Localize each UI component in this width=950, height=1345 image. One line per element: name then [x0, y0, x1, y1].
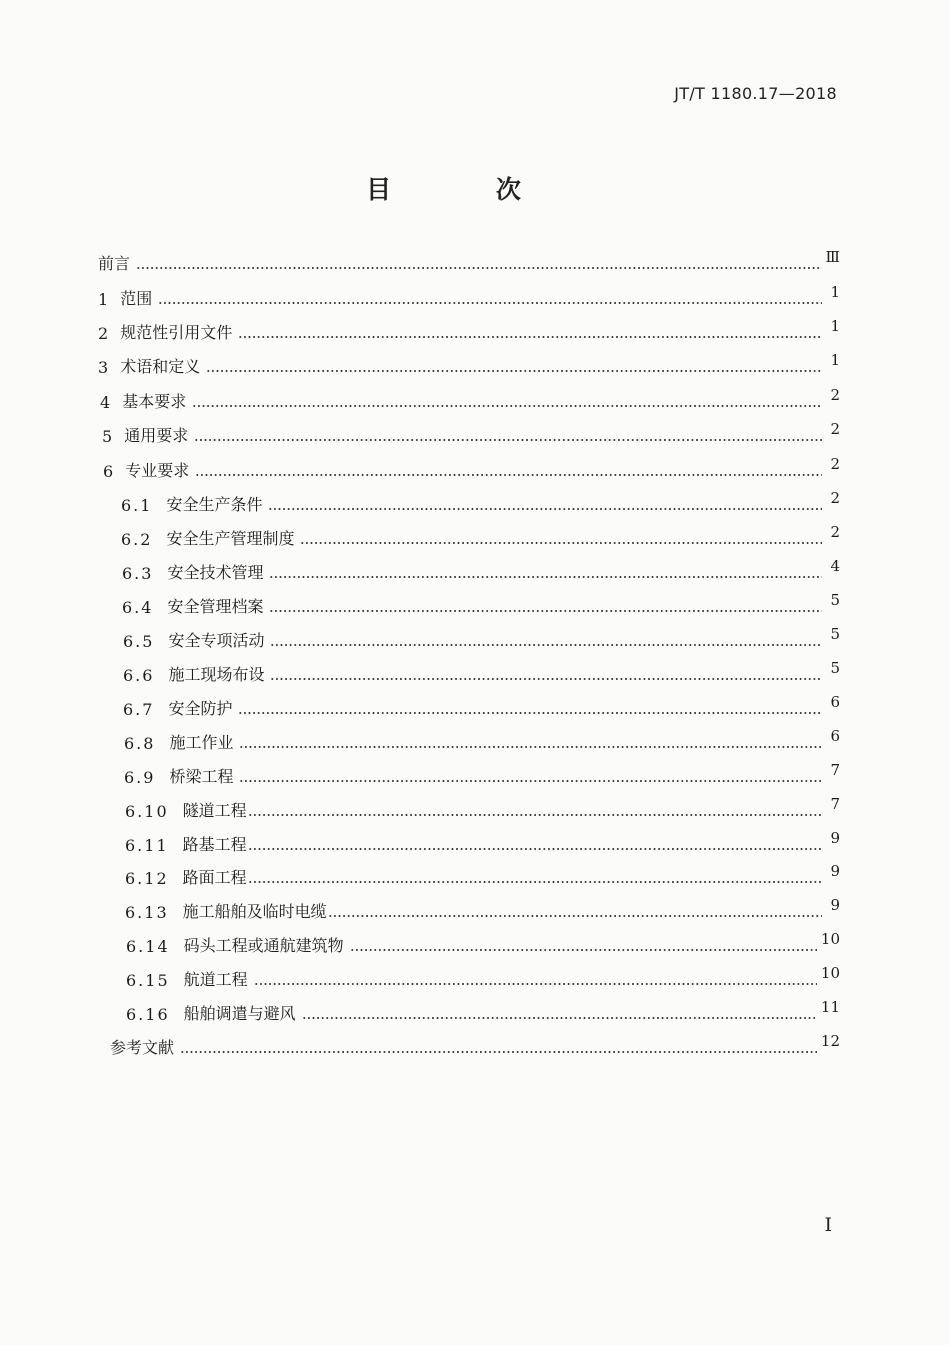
toc-entry-number: 3 [98, 358, 109, 377]
toc-entry-number: 6.14 [126, 937, 170, 956]
toc-entry-label: 施工船舶及临时电缆 [182, 902, 327, 921]
toc-entry-number: 2 [98, 324, 109, 343]
toc-entry-number: 6.12 [125, 869, 169, 888]
toc-entry-label: 安全专项活动 [168, 631, 265, 650]
toc-entry-number: 6.10 [125, 802, 169, 821]
toc-title: 目 次 [366, 175, 569, 204]
dot-leader [180, 1051, 817, 1053]
toc-entry[interactable] [126, 998, 840, 1024]
toc-entry-label: 船舶调遣与避风 [183, 1004, 296, 1023]
toc-entry-page: 1 [830, 317, 840, 335]
toc-entry-page: 1 [830, 351, 840, 369]
toc-entry-page: 7 [830, 795, 840, 813]
toc-entry-label: 范围 [120, 289, 153, 308]
dot-leader [270, 644, 822, 646]
toc-entry-label: 术语和定义 [120, 357, 201, 376]
toc-entry-number: 6.16 [126, 1005, 170, 1024]
toc-entry-label: 安全防护 [168, 699, 233, 718]
toc-entry[interactable] [121, 489, 840, 515]
toc-entry-page: 11 [820, 998, 840, 1016]
toc-entry-number: 6.11 [125, 836, 169, 855]
toc-entry-page: 5 [830, 591, 840, 609]
toc-entry-label: 规范性引用文件 [120, 323, 233, 342]
toc-entry-label: 路基工程 [182, 835, 247, 854]
dot-leader [302, 1017, 817, 1019]
toc-entry-label: 参考文献 [110, 1038, 175, 1057]
dot-leader [350, 949, 817, 951]
toc-entry-number: 6 [103, 462, 114, 481]
toc-entry-number: 1 [98, 290, 109, 309]
toc-entry-label: 路面工程 [182, 868, 247, 887]
dot-leader [268, 508, 822, 510]
toc-entry-page: 9 [830, 862, 840, 880]
dot-leader [328, 915, 822, 917]
toc-entry-number: 6.15 [126, 971, 170, 990]
toc-entry-label: 航道工程 [183, 970, 248, 989]
toc-entry[interactable] [126, 930, 840, 956]
toc-entry[interactable] [100, 386, 840, 412]
toc-entry[interactable] [123, 625, 840, 651]
toc-entry-page: 2 [830, 523, 840, 541]
dot-leader [195, 474, 822, 476]
toc-entry-label: 安全技术管理 [167, 563, 264, 582]
toc-entry-label: 码头工程或通航建筑物 [183, 936, 344, 955]
toc-entry-number: 6.5 [123, 632, 155, 651]
toc-entry-number: 5 [102, 427, 113, 446]
dot-leader [238, 712, 822, 714]
toc-entry[interactable] [124, 727, 840, 753]
dot-leader [248, 848, 822, 850]
toc-entry-page: 2 [830, 386, 840, 404]
toc-entry-label: 基本要求 [122, 392, 187, 411]
toc-entry[interactable] [98, 351, 840, 377]
dot-leader [158, 302, 822, 304]
dot-leader [239, 780, 822, 782]
toc-entry-label: 通用要求 [124, 426, 189, 445]
dot-leader [269, 576, 822, 578]
toc-entry-page: 9 [830, 829, 840, 847]
toc-entry[interactable] [102, 420, 840, 446]
toc-entry-page: 1 [830, 283, 840, 301]
toc-entry[interactable] [125, 862, 840, 888]
toc-entry-page: 10 [820, 964, 840, 982]
toc-entry-page: 6 [830, 693, 840, 711]
toc-entry[interactable] [125, 896, 840, 922]
toc-entry[interactable] [98, 283, 840, 309]
toc-entry-page: 7 [830, 761, 840, 779]
toc-entry-number: 6.9 [124, 768, 156, 787]
toc-entry-label: 隧道工程 [182, 801, 247, 820]
toc-entry[interactable] [103, 455, 840, 481]
toc-entry-number: 6.8 [124, 734, 156, 753]
toc-entry-label: 施工作业 [169, 733, 234, 752]
dot-leader [270, 678, 822, 680]
dot-leader [254, 983, 817, 985]
toc-entry[interactable] [123, 659, 840, 685]
toc-entry[interactable] [125, 829, 840, 855]
toc-entry-page: 2 [830, 489, 840, 507]
toc-entry-number: 4 [100, 393, 111, 412]
toc-entry-page: 6 [830, 727, 840, 745]
toc-entry-page: 2 [830, 455, 840, 473]
toc-entry[interactable] [110, 1032, 840, 1058]
toc-entry[interactable] [126, 964, 840, 990]
dot-leader [248, 881, 822, 883]
toc-entry-page: 10 [820, 930, 840, 948]
toc-entry-label: 安全管理档案 [167, 597, 264, 616]
toc-entry[interactable] [123, 693, 840, 719]
dot-leader [194, 439, 822, 441]
toc-entry-page: 4 [830, 557, 840, 575]
dot-leader [269, 610, 822, 612]
toc-entry-label: 桥梁工程 [169, 767, 234, 786]
standard-code: JT/T 1180.17—2018 [674, 84, 837, 103]
toc-entry-label: 安全生产条件 [166, 495, 263, 514]
toc-entry[interactable] [98, 248, 840, 274]
toc-entry-label: 前言 [98, 254, 131, 273]
dot-leader [238, 336, 822, 338]
toc-entry-label: 安全生产管理制度 [166, 529, 295, 548]
toc-entry-number: 6.3 [122, 564, 154, 583]
toc-entry-page: 2 [830, 420, 840, 438]
dot-leader [239, 746, 822, 748]
toc-entry[interactable] [121, 523, 840, 549]
toc-entry-label: 专业要求 [125, 461, 190, 480]
dot-leader [206, 370, 822, 372]
dot-leader [248, 814, 822, 816]
toc-entry-number: 6.6 [123, 666, 155, 685]
toc-entry-number: 6.7 [123, 700, 155, 719]
page-folio: I [824, 1214, 832, 1236]
toc-entry-page: 12 [820, 1032, 840, 1050]
toc-entry-page: 5 [830, 659, 840, 677]
toc-entry-page: 9 [830, 896, 840, 914]
toc-entry-number: 6.1 [121, 496, 153, 515]
toc-entry-number: 6.2 [121, 530, 153, 549]
toc-entry-page: Ⅲ [825, 248, 840, 266]
toc-entry-number: 6.4 [122, 598, 154, 617]
toc-entry-page: 5 [830, 625, 840, 643]
toc-entry-number: 6.13 [125, 903, 169, 922]
dot-leader [300, 542, 822, 544]
toc-entry[interactable] [124, 761, 840, 787]
dot-leader [192, 405, 822, 407]
toc-entry[interactable] [98, 317, 840, 343]
toc-entry[interactable] [122, 591, 840, 617]
toc-entry-label: 施工现场布设 [168, 665, 265, 684]
toc-entry[interactable] [122, 557, 840, 583]
dot-leader [136, 267, 822, 269]
toc-entry[interactable] [125, 795, 840, 821]
